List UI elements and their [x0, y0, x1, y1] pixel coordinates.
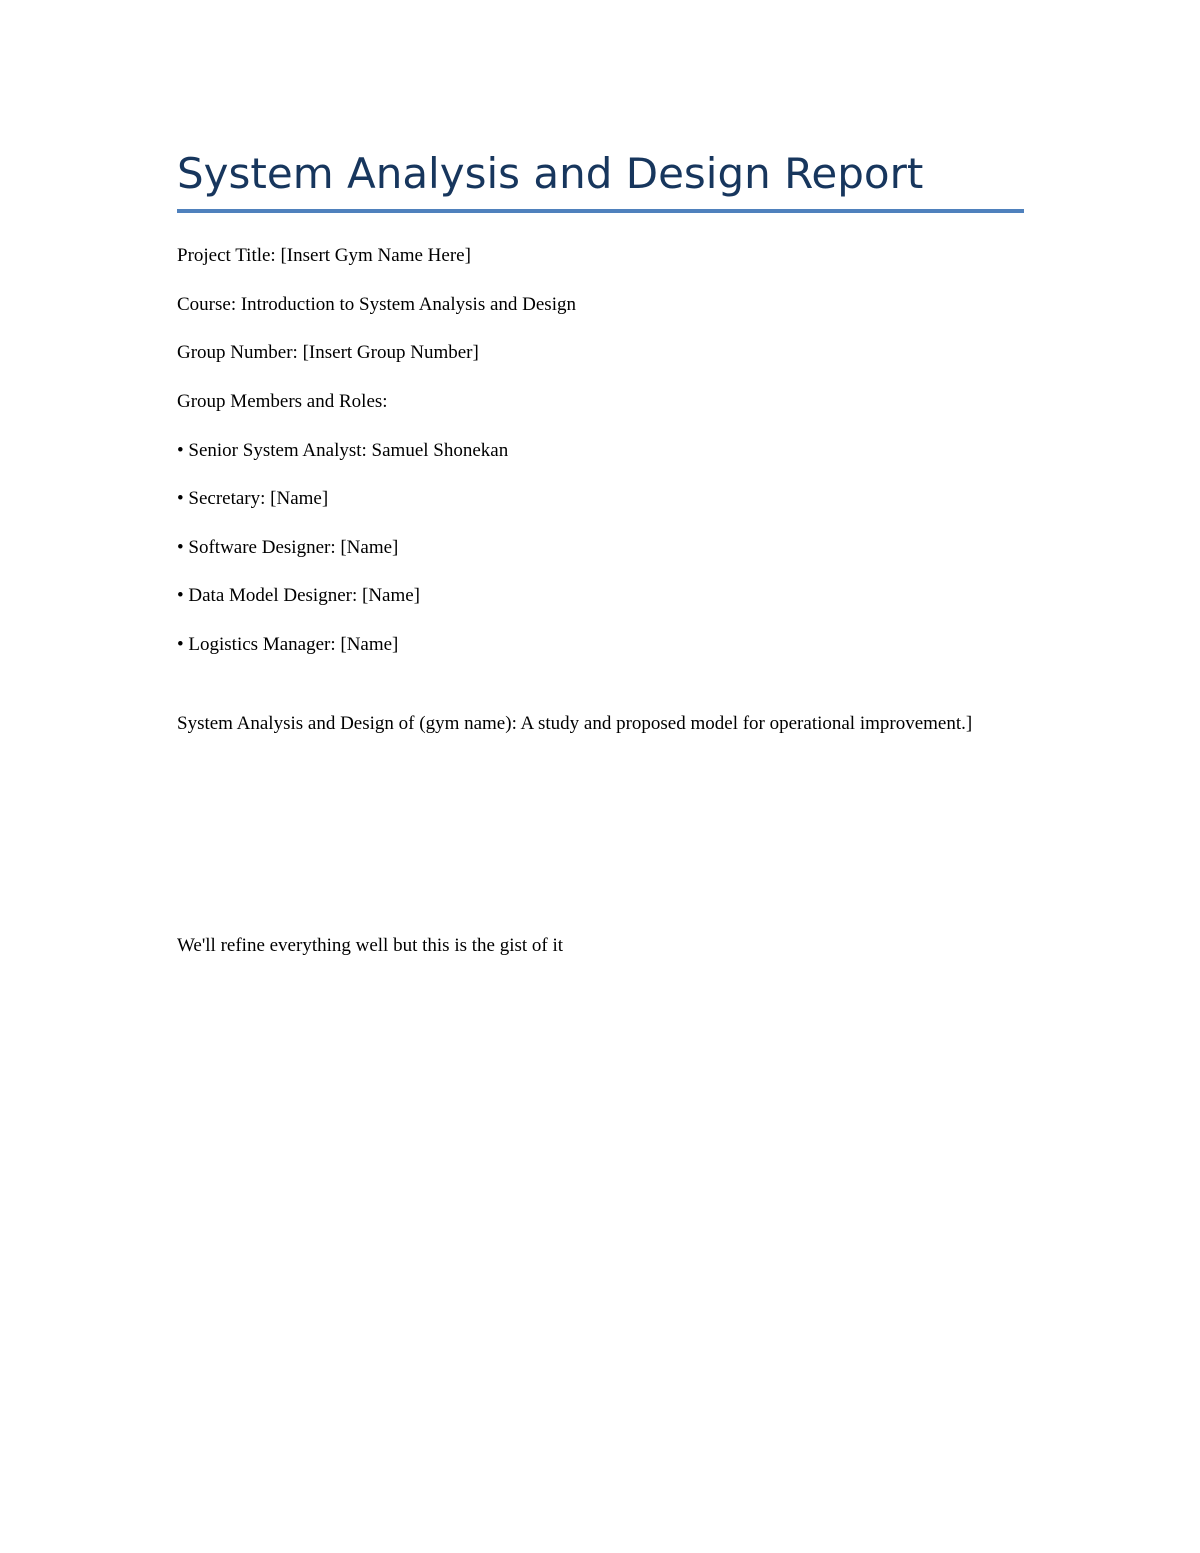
role-software-designer: • Software Designer: [Name]: [177, 537, 399, 558]
role-logistics-manager: • Logistics Manager: [Name]: [177, 634, 399, 655]
group-members-heading: Group Members and Roles:: [177, 391, 388, 412]
role-data-model-designer: • Data Model Designer: [Name]: [177, 585, 421, 606]
closing-note: We'll refine everything well but this is the gist of it: [177, 935, 564, 956]
report-subtitle: System Analysis and Design of (gym name): A study and proposed model for operational improvement.]: [177, 713, 973, 734]
group-number-line: Group Number: [Insert Group Number]: [177, 342, 479, 363]
role-secretary: • Secretary: [Name]: [177, 488, 329, 509]
project-title-line: Project Title: [Insert Gym Name Here]: [177, 245, 471, 266]
course-line: Course: Introduction to System Analysis and Design: [177, 294, 576, 315]
document-title: System Analysis and Design Report: [177, 149, 924, 198]
title-underline-rule: [177, 209, 1024, 213]
role-senior-system-analyst: • Senior System Analyst: Samuel Shonekan: [177, 440, 509, 461]
